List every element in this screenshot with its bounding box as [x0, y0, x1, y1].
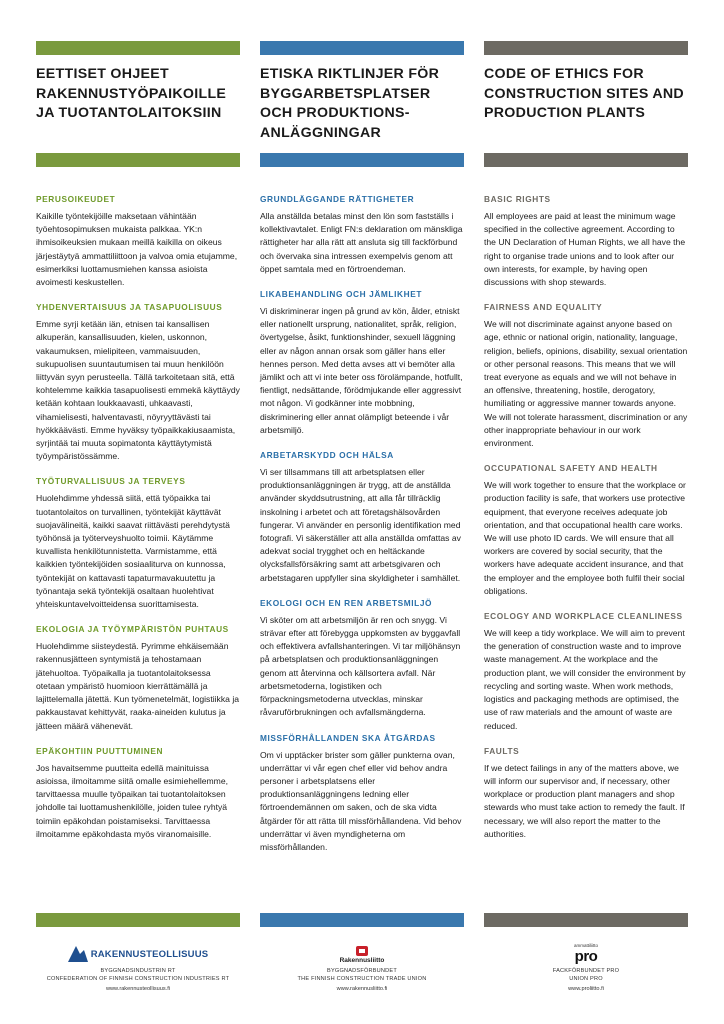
footer-rakennusliitto	[260, 940, 464, 994]
logo-tagline: ammattiliitto	[573, 943, 598, 948]
footer-line1: BYGGNADSINDUSTRIN RT	[100, 968, 176, 974]
section	[36, 745, 240, 841]
rakennusliitto-logo	[260, 940, 464, 968]
logo-wordmark: Rakennusliitto	[339, 956, 385, 964]
mid-color-bar	[260, 153, 464, 167]
section	[260, 288, 464, 437]
section-heading: FAIRNESS AND EQUALITY	[484, 302, 603, 313]
rakennusteollisuus-logo	[36, 940, 240, 968]
sections	[260, 193, 464, 866]
section-heading: GRUNDLÄGGANDE RÄTTIGHETER	[260, 194, 415, 204]
section-heading: ARBETARSKYDD OCH HÄLSA	[260, 450, 394, 461]
sections	[36, 193, 240, 853]
footer-line2: UNION PRO	[569, 975, 603, 982]
mid-color-bar	[484, 153, 688, 167]
section-heading: MISSFÖRHÅLLANDEN SKA ÅTGÄRDAS	[260, 732, 436, 743]
footer-line1: FACKFÖRBUNDET PRO	[552, 968, 620, 974]
footer-url[interactable]: www.rakennusliitto.fi	[336, 986, 388, 992]
section	[36, 475, 240, 611]
section-body: Vi ser tillsammans till att arbetsplatsen eller produktionsanläggningen är trygg, att de anställda använder skyddsutrustning, att alla får tillräcklig inskolning i arbetet och att företagshälsovården fungerar. Vi använder en personlig identifikation med fotografi. Vi säkerställer att alla anställda omfattas av adekvat social trygghet och en heltäckande olycksfallsförsäkring samt att arbetsgivaren och arbetstagaren uppfyller sina skyldigheter i samhället.	[260, 467, 461, 583]
footer-url[interactable]: www.rakennusteollisuus.fi	[105, 986, 171, 992]
section-body: We will keep a tidy workplace. We will aim to prevent the generation of construction waste and to improve waste management. At the workplace and the production plant, we will consider the environment by recycling and sorting waste. When work methods, logistics and packaging methods are optimised, the use of raw materials and the amount of waste are reduced.	[484, 628, 686, 731]
bottom-color-bar	[36, 913, 240, 927]
column-title: ETISKA RIKTLINJER FÖR BYGGARBETSPLATSER OCH PRODUKTIONS-ANLÄGGNINGAR	[260, 66, 440, 141]
rt-emblem-icon	[68, 946, 88, 962]
logo-wordmark: pro	[574, 948, 598, 965]
column-finnish	[36, 0, 240, 1024]
column-title: EETTISET OHJEET RAKENNUSTYÖPAIKOILLE JA TUOTANTOLAITOKSIIN	[36, 66, 227, 121]
section-body: Alla anställda betalas minst den lön som fastställs i kollektivavtalet. Enligt FN:s deklaration om mänskliga rättigheter har alla rätt att ansluta sig till fackförbund och övervaka sina intressen exempelvis genom att öppet samtala med en förtroendeman.	[260, 211, 463, 274]
section	[36, 193, 240, 289]
column-english	[484, 0, 688, 1024]
section-body: Kaikille työntekijöille maksetaan vähintään työehtosopimuksen mukaista palkkaa. YK:n ihmisoikeuksien mukaan meillä kaikilla on oikeus järjestäytyä ammattiliittoon ja valvoa omia etujamme, esimerkiksi luottamusmiehen kanssa asioista avoimesti keskustellen.	[36, 211, 238, 288]
section-body: We will work together to ensure that the workplace or production facility is safe, that workers use protective equipment, that everyone receives adequate job orientation, and that occupational health care works. We will use photo ID cards. We will ensure that all workers are covered by social security, that the workers have adequate accident insurance, and that the employer and the employee both fulfil their social obligations.	[484, 480, 686, 596]
section-heading: EPÄKOHTIIN PUUTTUMINEN	[36, 745, 164, 756]
bottom-color-bar	[484, 913, 688, 927]
section-body: Vi diskriminerar ingen på grund av kön, ålder, etniskt eller nationellt ursprung, nationalitet, språk, religion, övertygelse, åsikt, funktionshinder, sexuell läggning eller av någon annan orsak som gäller hans eller hennes person. Med detta avses att vi bemöter alla jämlikt och att vi inte beter oss förolämpande, hotfullt, fientligt, nedsättande, förödmjukande eller aggressivt mot någon. Vi godkänner inte mobbning, diskriminering eller annat olämpligt beteende i vår arbetsmiljö.	[260, 306, 463, 435]
footer-line1: BYGGNADSFÖRBUNDET	[327, 968, 397, 974]
section	[484, 301, 688, 450]
section-body: All employees are paid at least the minimum wage specified in the collective agreement. According to the UN Declaration of Human Rights, we all have the right to organise trade unions and to look after our own interests, for example, by having open discussions with shop stewards.	[484, 211, 686, 288]
section-heading: YHDENVERTAISUUS JA TASAPUOLISUUS	[36, 302, 223, 313]
section	[260, 597, 464, 720]
section	[260, 449, 464, 585]
section-body: Vi sköter om att arbetsmiljön är ren och snygg. Vi strävar efter att förebygga uppkomsten av byggavfall och effektivera avfallshanteringen. Vi tar miljöhänsyn på arbetsplatsen och produktionsanläggningen genom att återvinna och källsortera avfall. När arbetsmetoderna, logistiken och förpackningsmetoderna utvecklas, minskar råvaruförbrukningen och avfallsmängderna.	[260, 614, 461, 718]
union-emblem-icon	[355, 945, 369, 957]
section-heading: FAULTS	[484, 745, 520, 756]
logo-wordmark: RAKENNUSTEOLLISUUS	[90, 948, 209, 960]
section-body: Om vi upptäcker brister som gäller punkterna ovan, underrättar vi vår egen chef eller vid behov andra personer i arbetsplatsens eller produktionsanläggningens ledning eller förtroendemännen om saken, och de ska vidta åtgärder för att rätta till missförhållandena. Vid behov underrättar vi även myndigheterna om missförhållanden.	[260, 749, 462, 852]
section-heading: BASIC RIGHTS	[484, 194, 551, 204]
section-body: Emme syrji ketään iän, etnisen tai kansallisen alkuperän, kansallisuuden, kielen, uskonnon, vakaumuksen, mielipiteen, vammaisuuden, sukupuolisen suuntautumisen tai muun henkilöön liittyvän syyn perusteella. Tällä tarkoitetaan sitä, että kohtelemme kaikkia tasapuolisesti emmekä käyttäydy ketään kohtaan loukkaavasti, uhkaavasti, vihamielisesti, halventavasti, nöyryyttävästi tai hyökkäävästi. Emme hyväksy työpaikkakiusaamista, syrjintää tai muuta sopimatonta käyttäytymistä työympäristössämme.	[36, 319, 240, 462]
section-body: Huolehdimme yhdessä siitä, että työpaikka tai tuotantolaitos on turvallinen, työntekijät käyttävät suojavälineitä, kaikki saavat riittävästi perehdytystä työhönsä ja työterveyshuolto toimii. Käytämme kuvallista henkilötunnistetta. Varmistamme, että kaikkien työntekijöiden sosiaaliturva on kunnossa, työntekijät on kattavasti tapaturmavakuutettu ja työnantaja sekä työntekijä osaltaan huolehtivat yhteiskuntavelvoitteidensa suorittamisesta.	[36, 493, 230, 610]
section-heading: LIKABEHANDLING OCH JÄMLIKHET	[260, 289, 422, 300]
top-color-bar	[36, 41, 240, 55]
section-heading: ECOLOGY AND WORKPLACE CLEANLINESS	[484, 611, 683, 622]
footer-line2: THE FINNISH CONSTRUCTION TRADE UNION	[297, 975, 427, 982]
section	[484, 745, 688, 841]
section	[260, 732, 464, 855]
section-body: Jos havaitsemme puutteita edellä mainituissa asioissa, ilmoitamme siitä omalle esimiehellemme, tarvittaessa muulle työpaikan tai tuotantolaitoksen johdolle tai luottamushenkilölle, joiden tulee ryhtyä toimiin epäkohdan poistamiseksi. Tarvittaessa ilmoitamme epäkohdasta myös viranomaisille.	[36, 762, 228, 839]
pro-logo	[484, 940, 688, 968]
footer-rakennusteollisuus	[36, 940, 240, 994]
column-title: CODE OF ETHICS FOR CONSTRUCTION SITES AND PRODUCTION PLANTS	[484, 66, 684, 121]
footer-line2: CONFEDERATION OF FINNISH CONSTRUCTION INDUSTRIES RT	[46, 975, 230, 982]
section-heading: PERUSOIKEUDET	[36, 194, 116, 204]
top-color-bar	[260, 41, 464, 55]
section-heading: TYÖTURVALLISUUS JA TERVEYS	[36, 476, 186, 487]
sections	[484, 193, 688, 853]
bottom-color-bar	[260, 913, 464, 927]
section-heading: EKOLOGI OCH EN REN ARBETSMILJÖ	[260, 597, 433, 608]
section-heading: OCCUPATIONAL SAFETY AND HEALTH	[484, 463, 658, 474]
mid-color-bar	[36, 153, 240, 167]
column-swedish	[260, 0, 464, 1024]
section	[484, 193, 688, 289]
section	[484, 462, 688, 598]
section	[484, 610, 688, 733]
section	[36, 301, 240, 463]
section-heading: EKOLOGIA JA TYÖYMPÄRISTÖN PUHTAUS	[36, 624, 229, 635]
section-body: If we detect failings in any of the matters above, we will inform our supervisor and, if necessary, other workplace or production plant managers and shop stewards who must take action to remedy the fault. If necessary, we will also report the matter to the authorities.	[484, 762, 685, 839]
section	[36, 623, 240, 732]
footer-url[interactable]: www.proliitto.fi	[568, 986, 604, 992]
footer-pro	[484, 940, 688, 994]
top-color-bar	[484, 41, 688, 55]
section	[260, 193, 464, 276]
section-body: We will not discriminate against anyone based on age, ethnic or national origin, nationality, language, religion, beliefs, opinions, disability, sexual orientation or other personal reasons. This means that we will treat everyone as equals and we will not behave in an offensive, threatening, hostile, derogatory, humiliating or aggressive manner towards anyone. We will not tolerate harassment, discrimination or any other inappropriate behaviour in our work environment.	[484, 319, 688, 449]
section-body: Huolehdimme siisteydestä. Pyrimme ehkäisemään rakennusjätteen syntymistä ja tehostamaan jätehuoltoa. Työpaikalla ja tuotantolaitoksessa otetaan ympäristö huomioon kierrättämällä ja lajittelemalla jätettä. Kun työmenetelmät, logistiikka ja pakkaustavat kehittyvät, raaka-aineiden kulutus ja jätteen määrä vähenevät.	[36, 641, 240, 731]
